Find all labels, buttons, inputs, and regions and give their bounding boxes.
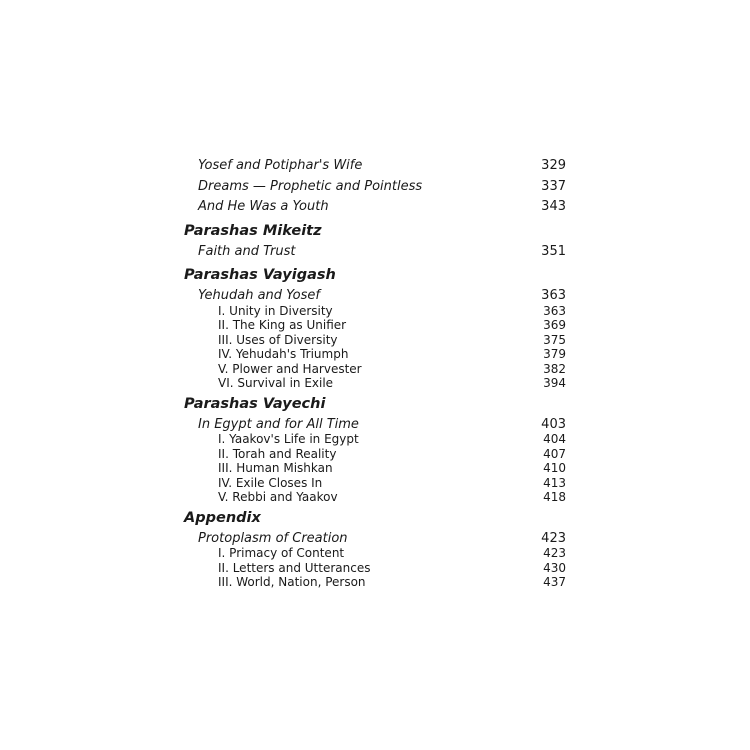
- subsection-title: III. Uses of Diversity: [218, 332, 338, 347]
- section-title: Parashas Mikeitz: [184, 222, 322, 239]
- toc-chapter: [184, 529, 566, 547]
- page-number: 403: [541, 416, 566, 432]
- table-of-contents: [184, 156, 566, 590]
- toc-subsection: [184, 362, 566, 377]
- subsection-title: V. Plower and Harvester: [218, 361, 362, 376]
- toc-subsection: [184, 347, 566, 362]
- page-number: 369: [543, 318, 566, 332]
- page-number: 329: [541, 158, 566, 173]
- chapter-title: Yehudah and Yosef: [198, 288, 320, 303]
- page-number: 437: [543, 575, 566, 589]
- toc-chapter: [184, 156, 566, 177]
- toc-subsection: [184, 575, 566, 590]
- subsection-title: I. Unity in Diversity: [218, 303, 333, 318]
- page-number: 423: [541, 530, 566, 546]
- page-number: 363: [541, 288, 566, 303]
- subsection-title: III. World, Nation, Person: [218, 575, 366, 589]
- toc-subsection: [184, 461, 566, 476]
- page-number: 418: [543, 490, 566, 504]
- subsection-title: II. Letters and Utterances: [218, 560, 371, 575]
- chapter-title: Faith and Trust: [198, 243, 296, 259]
- section-title: Parashas Vayigash: [184, 267, 336, 283]
- toc-subsection: [184, 376, 566, 391]
- page-number: 404: [543, 432, 566, 446]
- chapter-title: In Egypt and for All Time: [198, 416, 359, 432]
- subsection-title: II. Torah and Reality: [218, 446, 337, 461]
- page-number: 410: [543, 461, 566, 475]
- chapter-title: Dreams — Prophetic and Pointless: [198, 178, 423, 194]
- subsection-title: I. Primacy of Content: [218, 546, 345, 560]
- page-number: 407: [543, 446, 566, 461]
- toc-subsection: [184, 432, 566, 447]
- page-number: 375: [543, 332, 566, 347]
- page-number: 337: [541, 178, 566, 194]
- section-title: Parashas Vayechi: [184, 395, 326, 412]
- page-number: 379: [543, 347, 566, 361]
- toc-subsection: [184, 304, 566, 319]
- toc-subsection: [184, 476, 566, 491]
- page-number: 394: [543, 376, 566, 390]
- page-number: 363: [543, 303, 566, 318]
- toc-subsection: [184, 561, 566, 576]
- toc-subsection: [184, 490, 566, 505]
- subsection-title: IV. Exile Closes In: [218, 475, 323, 490]
- page-number: 413: [543, 475, 566, 490]
- subsection-title: II. The King as Unifier: [218, 318, 347, 332]
- toc-chapter: [184, 286, 566, 304]
- toc-subsection: [184, 546, 566, 561]
- subsection-title: III. Human Mishkan: [218, 461, 333, 475]
- toc-section-heading: [184, 220, 566, 242]
- toc-chapter: [184, 242, 566, 263]
- subsection-title: I. Yaakov's Life in Egypt: [218, 432, 359, 446]
- section-title: Appendix: [184, 509, 261, 526]
- chapter-title: Protoplasm of Creation: [198, 530, 348, 546]
- toc-chapter: [184, 415, 566, 433]
- toc-chapter: [184, 197, 566, 218]
- subsection-title: IV. Yehudah's Triumph: [218, 347, 349, 361]
- page-number: 423: [543, 546, 566, 560]
- toc-chapter: [184, 177, 566, 198]
- toc-subsection: [184, 447, 566, 462]
- chapter-title: And He Was a Youth: [198, 199, 329, 214]
- toc-subsection: [184, 333, 566, 348]
- toc-section-heading: [184, 507, 566, 529]
- toc-section-heading: [184, 264, 566, 286]
- page-number: 351: [541, 243, 566, 259]
- subsection-title: VI. Survival in Exile: [218, 376, 334, 390]
- page-number: 430: [543, 560, 566, 575]
- subsection-title: V. Rebbi and Yaakov: [218, 490, 338, 504]
- toc-subsection: [184, 318, 566, 333]
- chapter-title: Yosef and Potiphar's Wife: [198, 158, 363, 173]
- toc-section-heading: [184, 393, 566, 415]
- page-number: 343: [541, 199, 566, 214]
- page-number: 382: [543, 361, 566, 376]
